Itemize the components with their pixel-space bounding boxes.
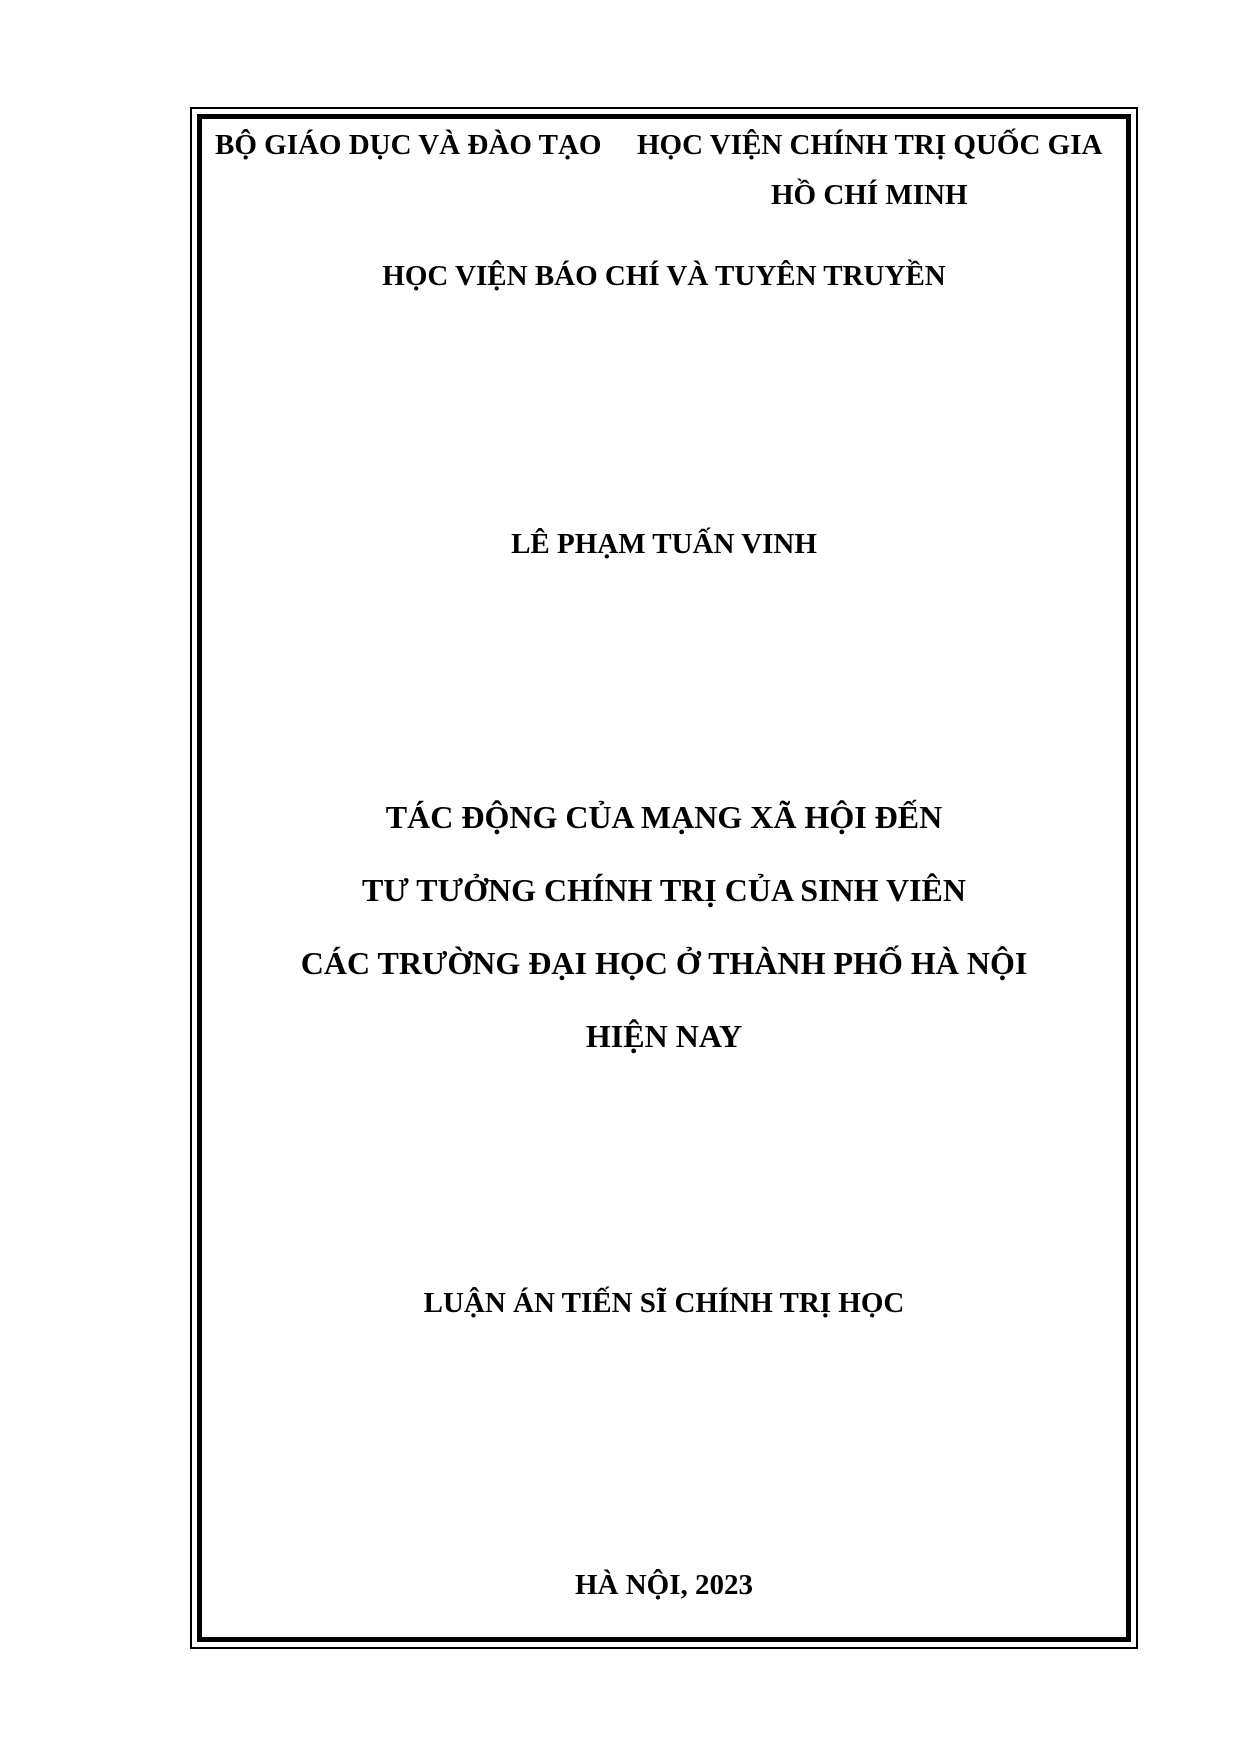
academy-name-line1: HỌC VIỆN CHÍNH TRỊ QUỐC GIA [637,129,1103,161]
school-name: HỌC VIỆN BÁO CHÍ VÀ TUYÊN TRUYỀN [382,260,946,292]
ministry-name: BỘ GIÁO DỤC VÀ ĐÀO TẠO [215,129,602,161]
thesis-title-line: TÁC ĐỘNG CỦA MẠNG XÃ HỘI ĐẾN [385,799,943,835]
degree-label: LUẬN ÁN TIẾN SĨ CHÍNH TRỊ HỌC [423,1287,905,1319]
academy-name-line2: HỒ CHÍ MINH [771,179,968,211]
place-and-year: HÀ NỘI, 2023 [574,1569,754,1601]
thesis-title-line: CÁC TRƯỜNG ĐẠI HỌC Ở THÀNH PHỐ HÀ NỘI [300,945,1028,981]
thesis-title-line: HIỆN NAY [585,1018,743,1054]
author-name: LÊ PHẠM TUẤN VINH [511,528,817,560]
thesis-title-line: TƯ TƯỞNG CHÍNH TRỊ CỦA SINH VIÊN [362,872,966,908]
